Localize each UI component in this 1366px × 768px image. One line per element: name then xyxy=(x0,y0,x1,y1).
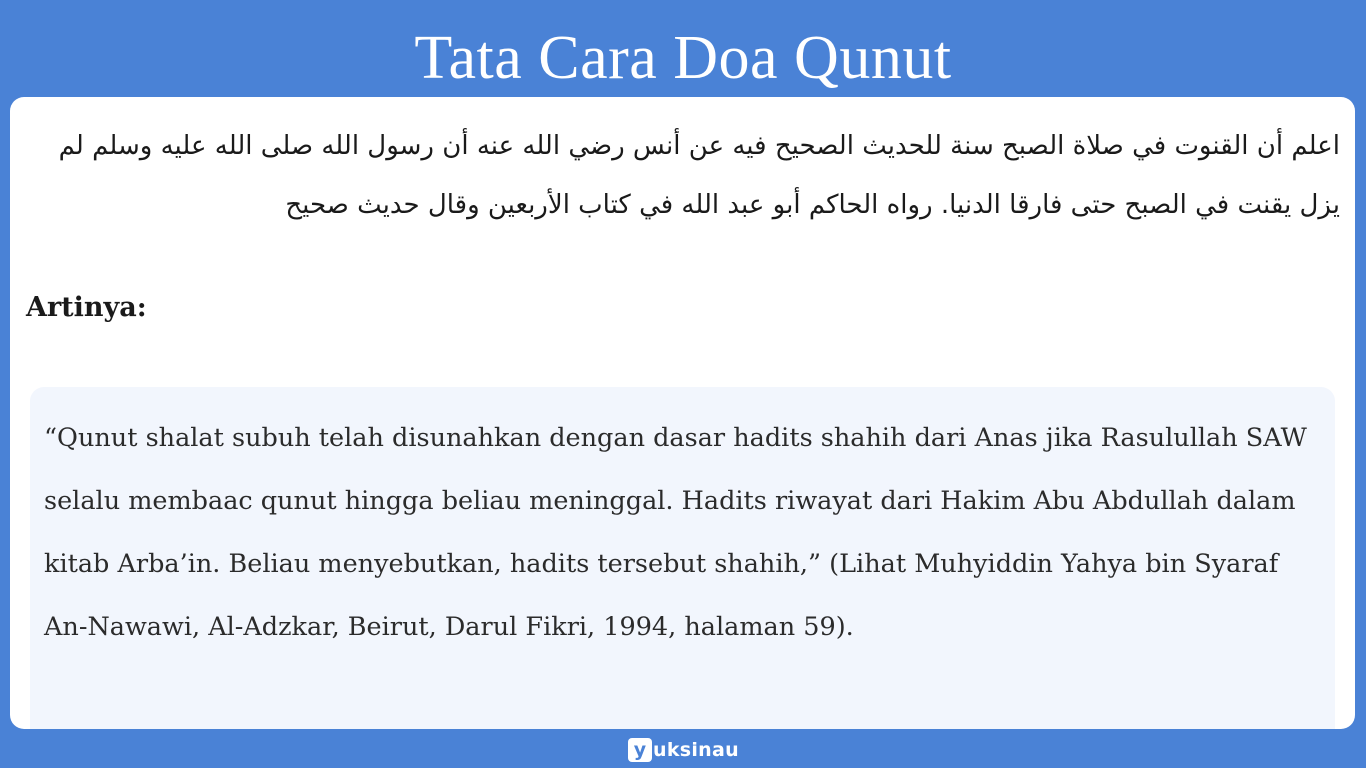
translation-quote-box xyxy=(30,387,1335,729)
arabic-text: اعلم أن القنوت في صلاة الصبح سنة للحديث الصحيح فيه عن أنس رضي الله عنه أن رسول الله صلى الله عليه وسلم لم يزل يقنت في الصبح حتى فارقا الدنيا. رواه الحاكم أبو عبد الله في كتاب الأربعين وقال حديث صحيح xyxy=(58,131,1340,220)
translation-heading: Artinya: xyxy=(26,292,147,323)
brand-mark-icon: y xyxy=(628,738,652,762)
brand-logo xyxy=(628,736,739,764)
brand-name: uksinau xyxy=(653,739,739,761)
content-card xyxy=(10,97,1355,729)
translation-quote: “Qunut shalat subuh telah disunahkan dengan dasar hadits shahih dari Anas jika Rasulullah SAW selalu membaac qunut hingga beliau meninggal. Hadits riwayat dari Hakim Abu Abdullah dalam kitab Arba’in. Beliau menyebutkan, hadits tersebut shahih,” (Lihat Muhyiddin Yahya bin Syaraf An-Nawawi, Al-Adzkar, Beirut, Darul Fikri, 1994, halaman 59). xyxy=(44,423,1307,642)
page-title: Tata Cara Doa Qunut xyxy=(414,24,952,92)
